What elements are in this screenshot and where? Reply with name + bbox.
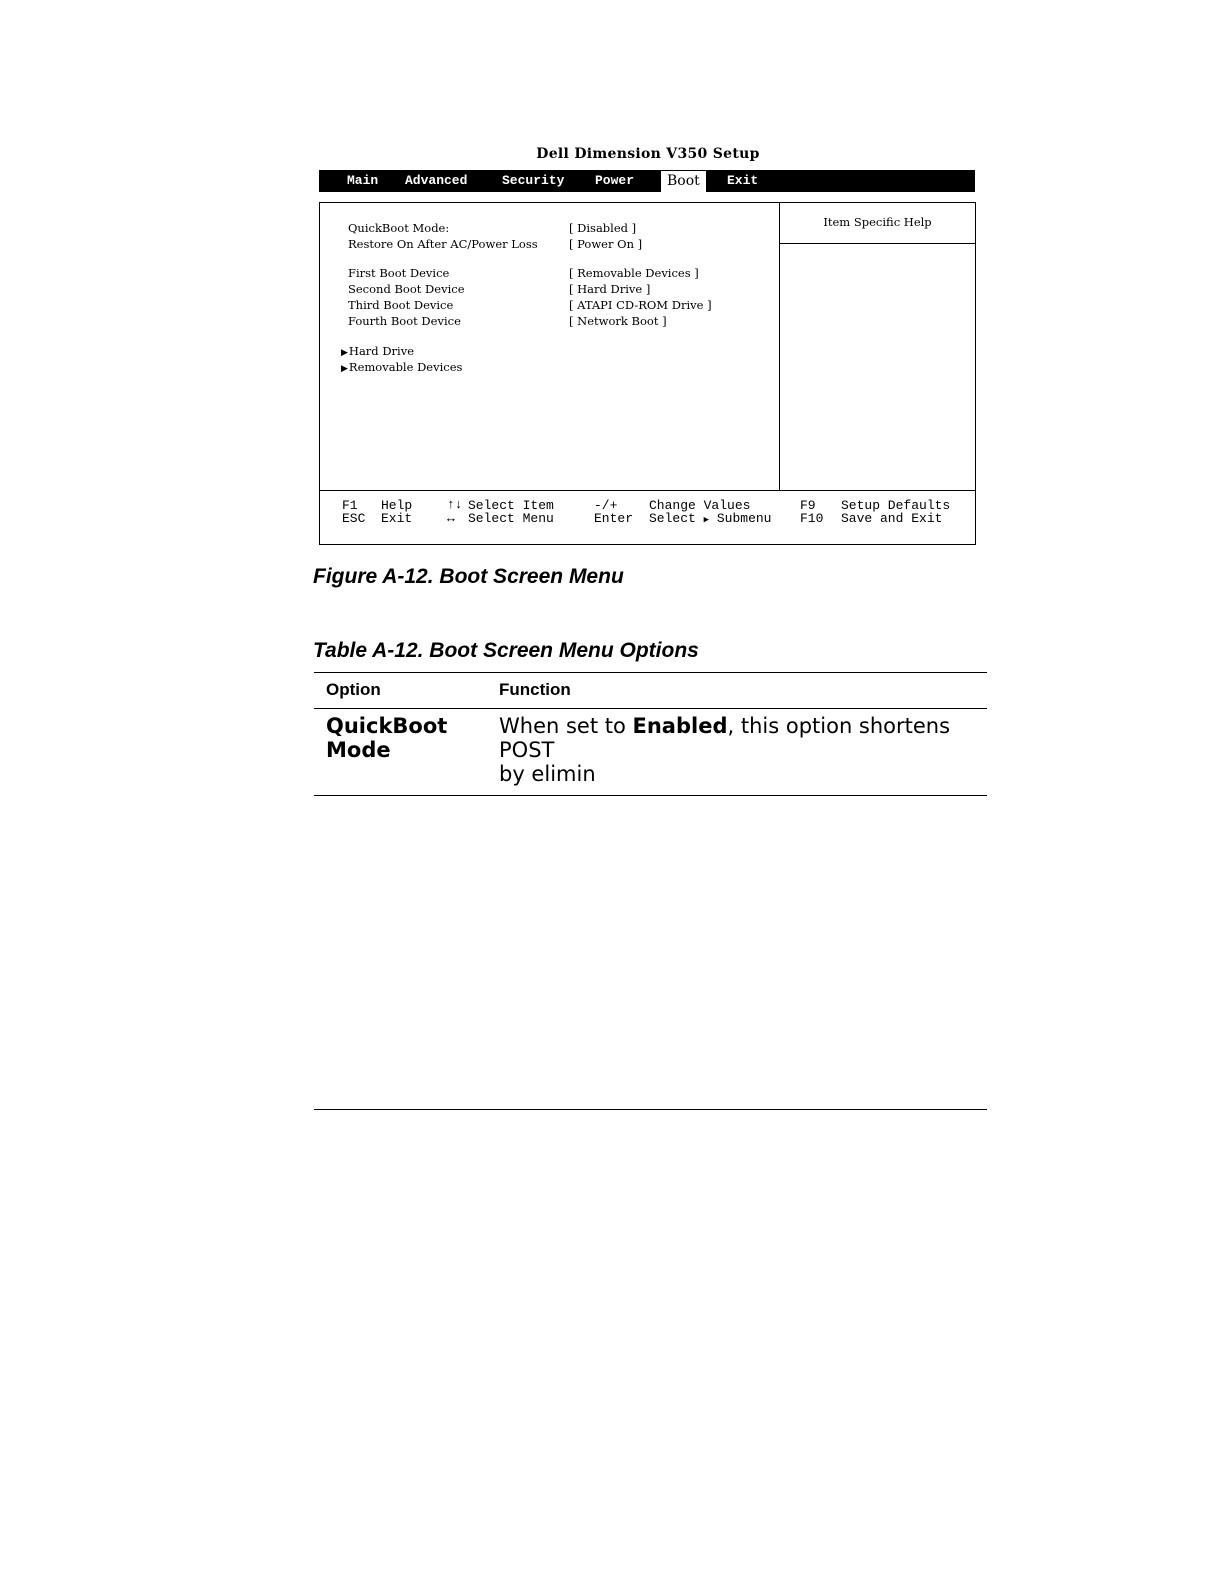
table-cell-function <box>499 714 979 786</box>
bios-menu-bar <box>319 170 975 192</box>
key-enter-label-select: Select <box>649 511 696 526</box>
key-enter-label-submenu: Submenu <box>716 511 772 526</box>
submenu-hard-drive[interactable] <box>341 344 414 358</box>
left-right-arrows-icon: ↔ <box>447 511 455 526</box>
option-label-third-boot: Third Boot Device <box>348 298 454 312</box>
option-value-quickboot[interactable]: [ Disabled ] <box>569 221 637 235</box>
menu-exit[interactable]: Exit <box>727 173 759 188</box>
key-esc-label: Exit <box>381 511 413 526</box>
key-esc: ESC <box>342 511 366 526</box>
submenu-label: Hard Drive <box>348 344 415 358</box>
key-f9-label: Setup Defaults <box>841 498 951 513</box>
function-line2: by elimin <box>499 762 596 786</box>
menu-security[interactable]: Security <box>502 173 565 188</box>
figure-caption: Figure A-12. Boot Screen Menu <box>313 565 624 588</box>
up-down-arrows-icon: ↑↓ <box>447 497 463 512</box>
key-plusminus: -/+ <box>594 498 618 513</box>
bios-boot-panel <box>319 202 976 545</box>
menu-power[interactable]: Power <box>595 173 635 188</box>
menu-advanced[interactable]: Advanced <box>405 173 468 188</box>
option-label-restore-power: Restore On After AC/Power Loss <box>348 237 538 251</box>
option-label-first-boot: First Boot Device <box>348 266 450 280</box>
footer-divider <box>320 490 975 491</box>
table-cell-option <box>326 714 447 762</box>
menu-boot[interactable]: Boot <box>661 171 706 192</box>
option-name-line2: Mode <box>326 738 391 762</box>
option-name-line1: QuickBoot <box>326 714 448 738</box>
menu-main[interactable]: Main <box>347 173 379 188</box>
key-f10: F10 <box>800 511 824 526</box>
panel-divider <box>779 203 780 490</box>
option-value-first-boot[interactable]: [ Removable Devices ] <box>569 266 699 280</box>
function-bold: Enabled <box>632 714 728 738</box>
key-f10-label: Save and Exit <box>841 511 943 526</box>
function-rest: , this option shortens POST <box>499 714 951 762</box>
help-divider <box>779 243 975 244</box>
submenu-arrow-icon: ▶ <box>341 348 348 358</box>
key-enter: Enter <box>594 511 634 526</box>
submenu-arrow-icon: ▶ <box>703 515 710 525</box>
submenu-label: Removable Devices <box>348 360 463 374</box>
key-enter-label <box>649 511 771 526</box>
submenu-arrow-icon: ▶ <box>341 364 348 374</box>
table-header-function: Function <box>499 680 571 699</box>
key-leftright-label: Select Menu <box>468 511 554 526</box>
table-caption: Table A-12. Boot Screen Menu Options <box>313 639 699 662</box>
table-header-option: Option <box>326 680 381 699</box>
table-bottom-rule <box>314 1109 987 1110</box>
key-plusminus-label: Change Values <box>649 498 751 513</box>
option-value-fourth-boot[interactable]: [ Network Boot ] <box>569 314 667 328</box>
option-label-fourth-boot: Fourth Boot Device <box>348 314 461 328</box>
option-value-third-boot[interactable]: [ ATAPI CD-ROM Drive ] <box>569 298 712 312</box>
option-value-restore-power[interactable]: [ Power On ] <box>569 237 643 251</box>
function-line1 <box>499 714 979 762</box>
key-f9: F9 <box>800 498 816 513</box>
option-label-second-boot: Second Boot Device <box>348 282 465 296</box>
help-title: Item Specific Help <box>823 215 932 229</box>
key-f1: F1 <box>342 498 358 513</box>
table-row-rule <box>314 795 987 796</box>
table-top-rule <box>314 672 987 673</box>
key-updown-label: Select Item <box>468 498 554 513</box>
option-value-second-boot[interactable]: [ Hard Drive ] <box>569 282 651 296</box>
submenu-removable-devices[interactable] <box>341 360 462 374</box>
option-label-quickboot: QuickBoot Mode: <box>348 221 450 235</box>
bios-title: Dell Dimension V350 Setup <box>536 146 760 162</box>
table-header-rule <box>314 708 987 709</box>
function-prefix: When set to <box>499 714 633 738</box>
key-f1-label: Help <box>381 498 413 513</box>
